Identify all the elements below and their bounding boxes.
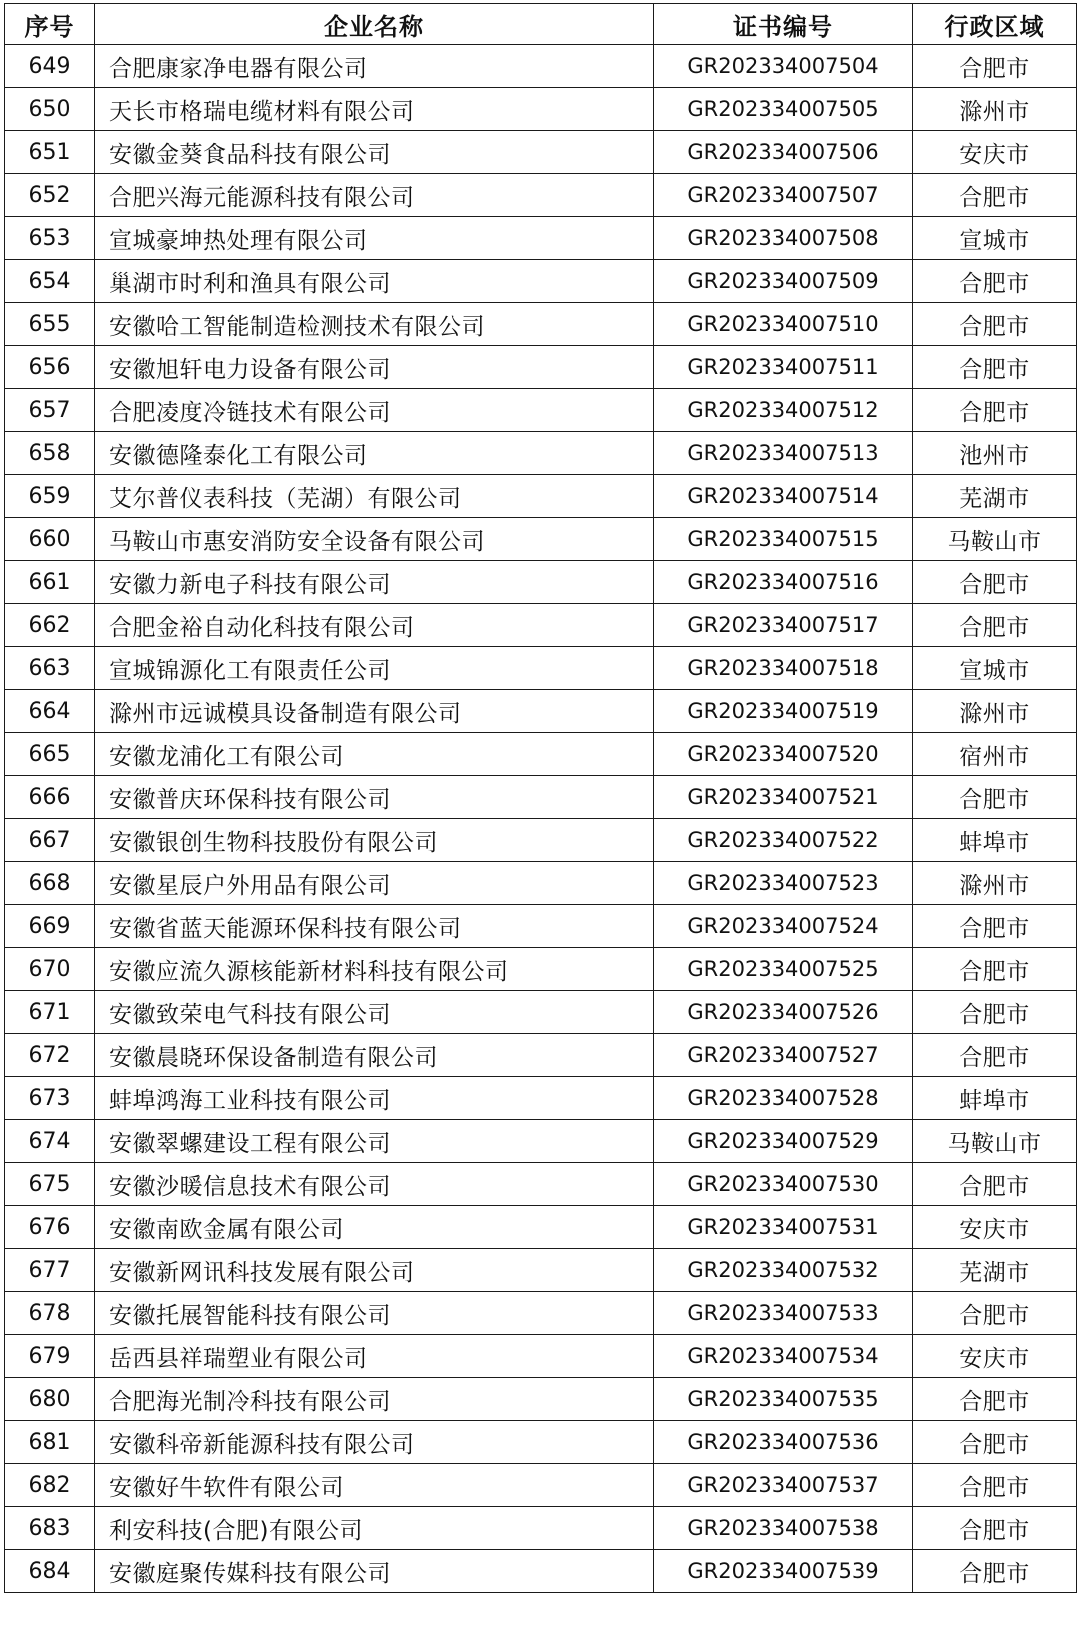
cell-certificate-number: GR202334007512 xyxy=(654,389,913,432)
table-row xyxy=(5,1550,1077,1593)
cell-company-name: 安徽科帝新能源科技有限公司 xyxy=(95,1421,654,1464)
cell-company-name: 合肥凌度冷链技术有限公司 xyxy=(95,389,654,432)
cell-region: 池州市 xyxy=(913,432,1077,475)
cell-seq: 669 xyxy=(5,905,95,948)
cell-region: 合肥市 xyxy=(913,303,1077,346)
cell-company-name: 宣城锦源化工有限责任公司 xyxy=(95,647,654,690)
cell-certificate-number: GR202334007538 xyxy=(654,1507,913,1550)
cell-certificate-number: GR202334007520 xyxy=(654,733,913,776)
cell-company-name: 安徽应流久源核能新材料科技有限公司 xyxy=(95,948,654,991)
cell-region: 合肥市 xyxy=(913,1464,1077,1507)
table-row xyxy=(5,1292,1077,1335)
cell-seq: 652 xyxy=(5,174,95,217)
cell-certificate-number: GR202334007529 xyxy=(654,1120,913,1163)
cell-certificate-number: GR202334007505 xyxy=(654,88,913,131)
cell-certificate-number: GR202334007516 xyxy=(654,561,913,604)
cell-seq: 658 xyxy=(5,432,95,475)
cell-company-name: 安徽星辰户外用品有限公司 xyxy=(95,862,654,905)
cell-region: 蚌埠市 xyxy=(913,819,1077,862)
cell-seq: 681 xyxy=(5,1421,95,1464)
cell-company-name: 安徽新网讯科技发展有限公司 xyxy=(95,1249,654,1292)
cell-company-name: 安徽金葵食品科技有限公司 xyxy=(95,131,654,174)
cell-region: 滁州市 xyxy=(913,690,1077,733)
cell-company-name: 巢湖市时利和渔具有限公司 xyxy=(95,260,654,303)
cell-certificate-number: GR202334007535 xyxy=(654,1378,913,1421)
table-row xyxy=(5,260,1077,303)
cell-certificate-number: GR202334007511 xyxy=(654,346,913,389)
cell-seq: 664 xyxy=(5,690,95,733)
cell-company-name: 安徽普庆环保科技有限公司 xyxy=(95,776,654,819)
table-row xyxy=(5,1206,1077,1249)
table-row xyxy=(5,1464,1077,1507)
cell-region: 合肥市 xyxy=(913,1550,1077,1593)
table-row xyxy=(5,647,1077,690)
cell-seq: 682 xyxy=(5,1464,95,1507)
cell-region: 合肥市 xyxy=(913,174,1077,217)
table-row xyxy=(5,1120,1077,1163)
cell-region: 合肥市 xyxy=(913,346,1077,389)
table-row xyxy=(5,1507,1077,1550)
cell-region: 马鞍山市 xyxy=(913,518,1077,561)
cell-certificate-number: GR202334007510 xyxy=(654,303,913,346)
cell-seq: 670 xyxy=(5,948,95,991)
cell-seq: 649 xyxy=(5,45,95,88)
cell-certificate-number: GR202334007525 xyxy=(654,948,913,991)
cell-certificate-number: GR202334007533 xyxy=(654,1292,913,1335)
cell-region: 合肥市 xyxy=(913,561,1077,604)
cell-region: 合肥市 xyxy=(913,1292,1077,1335)
cell-company-name: 安徽翠螺建设工程有限公司 xyxy=(95,1120,654,1163)
cell-region: 合肥市 xyxy=(913,389,1077,432)
cell-region: 芜湖市 xyxy=(913,1249,1077,1292)
cell-seq: 679 xyxy=(5,1335,95,1378)
cell-company-name: 安徽庭聚传媒科技有限公司 xyxy=(95,1550,654,1593)
table-row xyxy=(5,131,1077,174)
cell-company-name: 安徽龙浦化工有限公司 xyxy=(95,733,654,776)
table-row xyxy=(5,174,1077,217)
cell-certificate-number: GR202334007515 xyxy=(654,518,913,561)
cell-region: 芜湖市 xyxy=(913,475,1077,518)
cell-certificate-number: GR202334007524 xyxy=(654,905,913,948)
cell-region: 合肥市 xyxy=(913,260,1077,303)
cell-seq: 650 xyxy=(5,88,95,131)
cell-seq: 678 xyxy=(5,1292,95,1335)
cell-seq: 651 xyxy=(5,131,95,174)
cell-seq: 653 xyxy=(5,217,95,260)
cell-certificate-number: GR202334007527 xyxy=(654,1034,913,1077)
table-row xyxy=(5,518,1077,561)
cell-region: 合肥市 xyxy=(913,604,1077,647)
cell-region: 安庆市 xyxy=(913,131,1077,174)
cell-certificate-number: GR202334007534 xyxy=(654,1335,913,1378)
cell-company-name: 安徽托展智能科技有限公司 xyxy=(95,1292,654,1335)
cell-region: 合肥市 xyxy=(913,1378,1077,1421)
cell-certificate-number: GR202334007539 xyxy=(654,1550,913,1593)
cell-certificate-number: GR202334007517 xyxy=(654,604,913,647)
enterprise-table xyxy=(4,3,1077,1593)
enterprise-list-sheet xyxy=(4,3,1076,1593)
table-row xyxy=(5,475,1077,518)
cell-certificate-number: GR202334007513 xyxy=(654,432,913,475)
table-row xyxy=(5,561,1077,604)
cell-region: 马鞍山市 xyxy=(913,1120,1077,1163)
table-row xyxy=(5,346,1077,389)
cell-seq: 675 xyxy=(5,1163,95,1206)
cell-seq: 684 xyxy=(5,1550,95,1593)
cell-seq: 683 xyxy=(5,1507,95,1550)
cell-certificate-number: GR202334007532 xyxy=(654,1249,913,1292)
cell-certificate-number: GR202334007523 xyxy=(654,862,913,905)
cell-seq: 680 xyxy=(5,1378,95,1421)
cell-region: 宿州市 xyxy=(913,733,1077,776)
cell-company-name: 滁州市远诚模具设备制造有限公司 xyxy=(95,690,654,733)
cell-region: 滁州市 xyxy=(913,88,1077,131)
cell-seq: 661 xyxy=(5,561,95,604)
cell-company-name: 安徽德隆泰化工有限公司 xyxy=(95,432,654,475)
cell-region: 蚌埠市 xyxy=(913,1077,1077,1120)
cell-company-name: 安徽旭轩电力设备有限公司 xyxy=(95,346,654,389)
cell-certificate-number: GR202334007518 xyxy=(654,647,913,690)
cell-region: 合肥市 xyxy=(913,1507,1077,1550)
cell-seq: 676 xyxy=(5,1206,95,1249)
cell-region: 滁州市 xyxy=(913,862,1077,905)
table-row xyxy=(5,690,1077,733)
cell-seq: 659 xyxy=(5,475,95,518)
cell-certificate-number: GR202334007537 xyxy=(654,1464,913,1507)
cell-company-name: 安徽晨晓环保设备制造有限公司 xyxy=(95,1034,654,1077)
table-row xyxy=(5,604,1077,647)
cell-company-name: 艾尔普仪表科技（芜湖）有限公司 xyxy=(95,475,654,518)
header-cert: 证书编号 xyxy=(654,4,913,45)
cell-certificate-number: GR202334007530 xyxy=(654,1163,913,1206)
cell-company-name: 蚌埠鸿海工业科技有限公司 xyxy=(95,1077,654,1120)
table-row xyxy=(5,1335,1077,1378)
cell-company-name: 合肥兴海元能源科技有限公司 xyxy=(95,174,654,217)
cell-certificate-number: GR202334007504 xyxy=(654,45,913,88)
table-row xyxy=(5,1421,1077,1464)
cell-certificate-number: GR202334007519 xyxy=(654,690,913,733)
table-row xyxy=(5,991,1077,1034)
cell-certificate-number: GR202334007509 xyxy=(654,260,913,303)
table-row xyxy=(5,88,1077,131)
cell-company-name: 安徽好牛软件有限公司 xyxy=(95,1464,654,1507)
table-row xyxy=(5,733,1077,776)
cell-certificate-number: GR202334007536 xyxy=(654,1421,913,1464)
table-row xyxy=(5,1077,1077,1120)
cell-company-name: 合肥海光制冷科技有限公司 xyxy=(95,1378,654,1421)
cell-company-name: 安徽沙暖信息技术有限公司 xyxy=(95,1163,654,1206)
header-seq: 序号 xyxy=(5,4,95,45)
table-row xyxy=(5,1249,1077,1292)
cell-company-name: 合肥康家净电器有限公司 xyxy=(95,45,654,88)
cell-company-name: 宣城豪坤热处理有限公司 xyxy=(95,217,654,260)
cell-company-name: 岳西县祥瑞塑业有限公司 xyxy=(95,1335,654,1378)
cell-company-name: 马鞍山市惠安消防安全设备有限公司 xyxy=(95,518,654,561)
cell-region: 合肥市 xyxy=(913,1163,1077,1206)
table-body xyxy=(5,45,1077,1593)
cell-region: 宣城市 xyxy=(913,217,1077,260)
cell-region: 合肥市 xyxy=(913,1034,1077,1077)
table-row xyxy=(5,45,1077,88)
cell-seq: 667 xyxy=(5,819,95,862)
cell-region: 合肥市 xyxy=(913,991,1077,1034)
cell-seq: 674 xyxy=(5,1120,95,1163)
cell-company-name: 合肥金裕自动化科技有限公司 xyxy=(95,604,654,647)
table-row xyxy=(5,432,1077,475)
table-row xyxy=(5,819,1077,862)
table-row xyxy=(5,948,1077,991)
cell-certificate-number: GR202334007531 xyxy=(654,1206,913,1249)
cell-certificate-number: GR202334007514 xyxy=(654,475,913,518)
cell-company-name: 天长市格瑞电缆材料有限公司 xyxy=(95,88,654,131)
table-row xyxy=(5,776,1077,819)
cell-region: 合肥市 xyxy=(913,776,1077,819)
cell-seq: 656 xyxy=(5,346,95,389)
cell-seq: 668 xyxy=(5,862,95,905)
cell-seq: 663 xyxy=(5,647,95,690)
cell-region: 合肥市 xyxy=(913,45,1077,88)
cell-seq: 660 xyxy=(5,518,95,561)
table-row xyxy=(5,905,1077,948)
cell-seq: 657 xyxy=(5,389,95,432)
cell-seq: 655 xyxy=(5,303,95,346)
cell-seq: 671 xyxy=(5,991,95,1034)
cell-region: 宣城市 xyxy=(913,647,1077,690)
header-area: 行政区域 xyxy=(913,4,1077,45)
table-header-row xyxy=(5,4,1077,45)
cell-certificate-number: GR202334007506 xyxy=(654,131,913,174)
table-row xyxy=(5,1034,1077,1077)
cell-certificate-number: GR202334007508 xyxy=(654,217,913,260)
cell-certificate-number: GR202334007526 xyxy=(654,991,913,1034)
table-row xyxy=(5,389,1077,432)
cell-company-name: 安徽省蓝天能源环保科技有限公司 xyxy=(95,905,654,948)
cell-region: 合肥市 xyxy=(913,948,1077,991)
cell-seq: 666 xyxy=(5,776,95,819)
table-row xyxy=(5,1378,1077,1421)
cell-seq: 665 xyxy=(5,733,95,776)
cell-company-name: 安徽哈工智能制造检测技术有限公司 xyxy=(95,303,654,346)
cell-certificate-number: GR202334007528 xyxy=(654,1077,913,1120)
cell-company-name: 安徽致荣电气科技有限公司 xyxy=(95,991,654,1034)
cell-region: 安庆市 xyxy=(913,1206,1077,1249)
cell-seq: 677 xyxy=(5,1249,95,1292)
cell-seq: 673 xyxy=(5,1077,95,1120)
cell-certificate-number: GR202334007521 xyxy=(654,776,913,819)
table-row xyxy=(5,303,1077,346)
cell-company-name: 利安科技(合肥)有限公司 xyxy=(95,1507,654,1550)
cell-certificate-number: GR202334007507 xyxy=(654,174,913,217)
cell-seq: 662 xyxy=(5,604,95,647)
cell-seq: 654 xyxy=(5,260,95,303)
cell-company-name: 安徽力新电子科技有限公司 xyxy=(95,561,654,604)
header-name: 企业名称 xyxy=(95,4,654,45)
table-row xyxy=(5,217,1077,260)
table-row xyxy=(5,862,1077,905)
cell-company-name: 安徽南欧金属有限公司 xyxy=(95,1206,654,1249)
cell-company-name: 安徽银创生物科技股份有限公司 xyxy=(95,819,654,862)
cell-seq: 672 xyxy=(5,1034,95,1077)
table-row xyxy=(5,1163,1077,1206)
cell-certificate-number: GR202334007522 xyxy=(654,819,913,862)
cell-region: 安庆市 xyxy=(913,1335,1077,1378)
cell-region: 合肥市 xyxy=(913,1421,1077,1464)
cell-region: 合肥市 xyxy=(913,905,1077,948)
